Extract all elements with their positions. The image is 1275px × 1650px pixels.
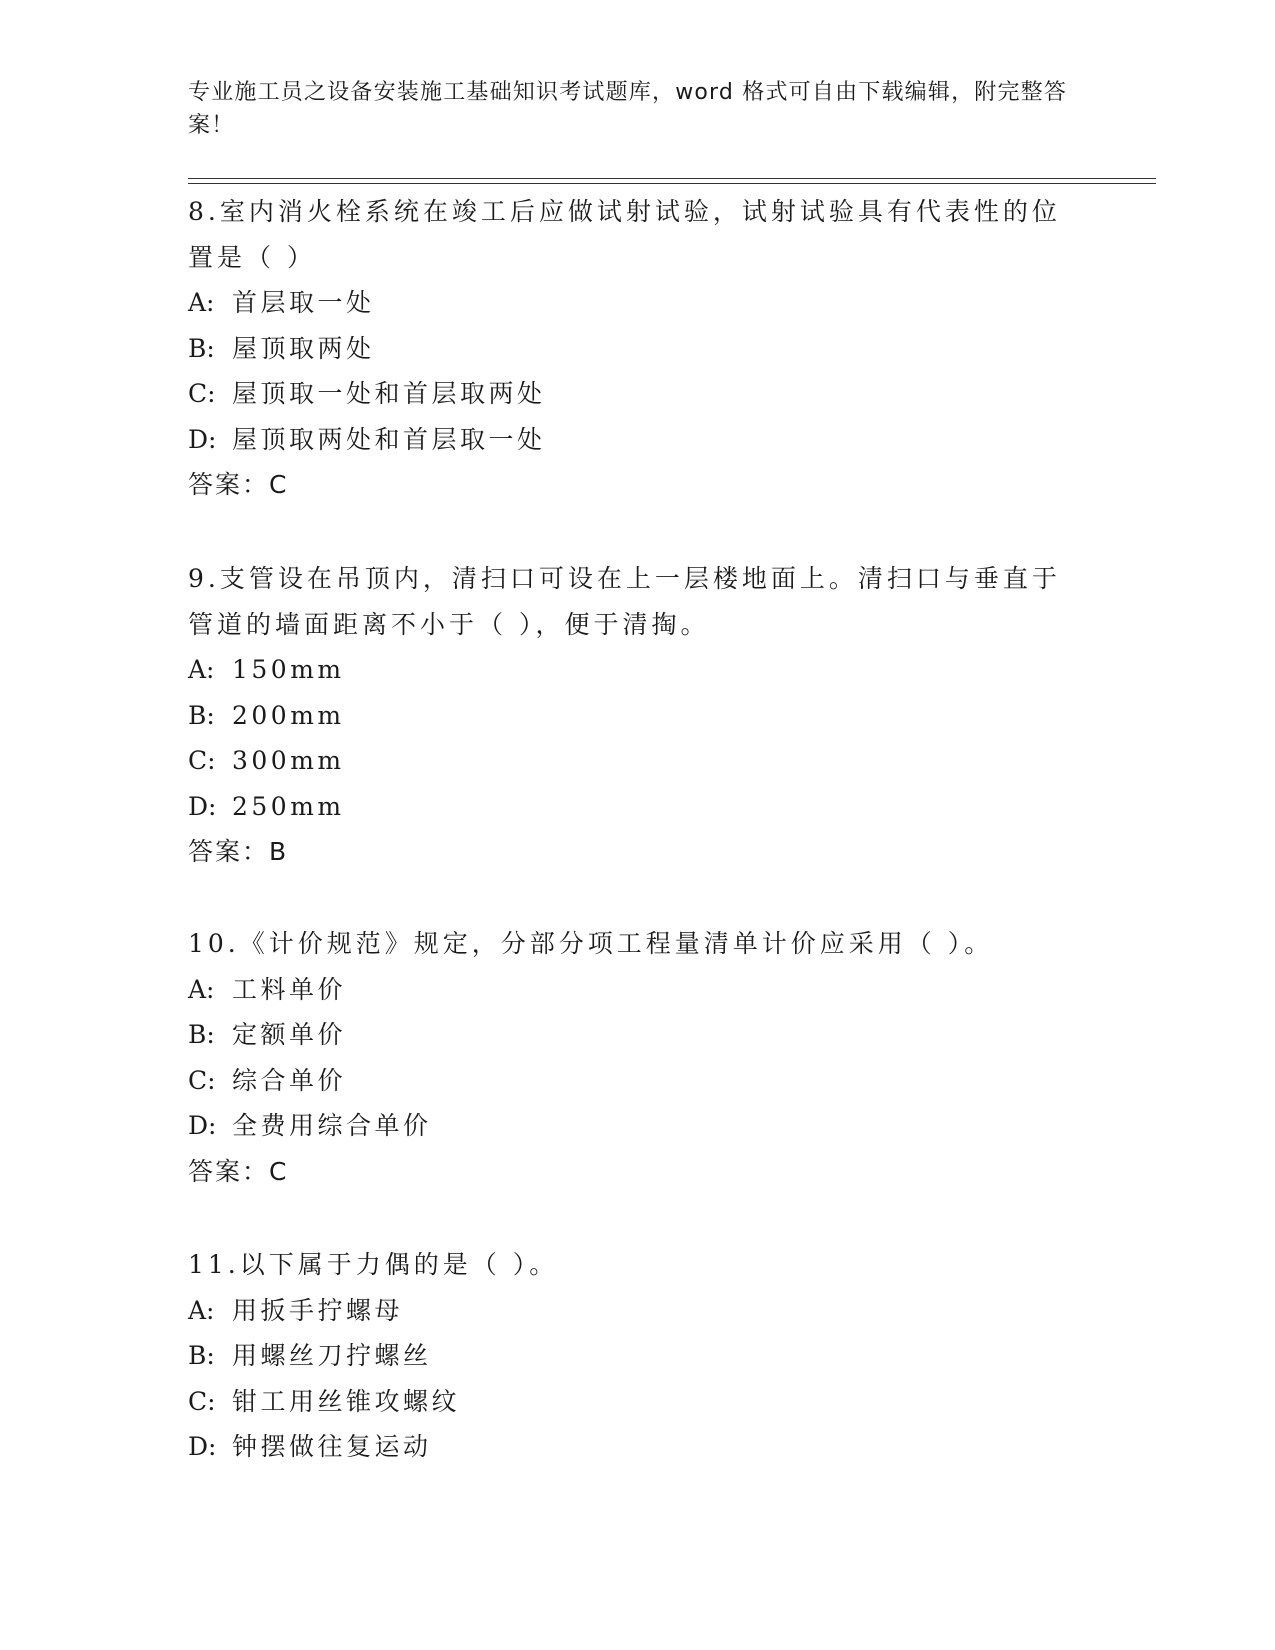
option-letter: B:: [188, 700, 215, 730]
option-b: [188, 1333, 1078, 1379]
option-letter: C:: [188, 1386, 216, 1416]
option-letter: A:: [188, 974, 215, 1004]
option-a: [188, 647, 1078, 693]
option-letter: D:: [188, 424, 217, 454]
option-text: 钟摆做往复运动: [232, 1432, 432, 1461]
question-11: [188, 1242, 1078, 1470]
option-text: 150mm: [232, 655, 345, 684]
option-text: 全费用综合单价: [232, 1111, 432, 1140]
option-b: [188, 326, 1078, 372]
option-text: 用螺丝刀拧螺丝: [232, 1341, 432, 1370]
answer-line: 答案：C: [188, 470, 289, 499]
option-text: 屋顶取两处: [232, 333, 375, 363]
option-text: 综合单价: [232, 1065, 347, 1095]
option-letter: A:: [188, 1295, 215, 1325]
option-text: 屋顶取一处和首层取两处: [232, 379, 546, 408]
option-d: [188, 417, 1078, 463]
option-d: [188, 1424, 1078, 1470]
question-stem: 10.《计价规范》规定，分部分项工程量清单计价应采用（ ）。: [188, 929, 994, 958]
option-letter: C:: [188, 1065, 216, 1095]
option-letter: B:: [188, 333, 215, 363]
answer-line: 答案：B: [188, 837, 289, 866]
option-letter: B:: [188, 1341, 215, 1370]
option-letter: D:: [188, 1111, 217, 1140]
header-divider-bottom: [188, 183, 1156, 184]
answer-line: 答案：C: [188, 1156, 289, 1186]
question-9: [188, 556, 1078, 875]
option-letter: C:: [188, 746, 216, 775]
option-d: [188, 784, 1078, 830]
option-letter: A:: [188, 655, 215, 684]
question-stem: 9.支管设在吊顶内，清扫口可设在上一层楼地面上。清扫口与垂直于管道的墙面距离不小于（ ），便于清掏。: [188, 564, 1061, 639]
option-letter: C:: [188, 379, 216, 408]
option-text: 250mm: [232, 791, 345, 821]
option-b: [188, 693, 1078, 739]
option-text: 工料单价: [232, 974, 347, 1004]
option-letter: D:: [188, 791, 217, 821]
option-letter: B:: [188, 1020, 215, 1049]
option-a: [188, 280, 1078, 326]
option-text: 定额单价: [232, 1020, 347, 1049]
option-text: 首层取一处: [232, 288, 375, 317]
option-c: [188, 738, 1078, 784]
option-c: [188, 1379, 1078, 1425]
question-8: [188, 189, 1078, 508]
option-b: [188, 1012, 1078, 1058]
option-a: [188, 1288, 1078, 1334]
option-c: [188, 371, 1078, 417]
option-c: [188, 1058, 1078, 1104]
question-stem: 8.室内消火栓系统在竣工后应做试射试验，试射试验具有代表性的位置是（ ）: [188, 197, 1061, 272]
option-d: [188, 1103, 1078, 1149]
option-text: 200mm: [232, 700, 345, 730]
option-letter: A:: [188, 288, 215, 317]
option-letter: D:: [188, 1432, 217, 1461]
question-10: [188, 921, 1078, 1194]
option-text: 钳工用丝锥攻螺纹: [232, 1386, 461, 1416]
option-text: 屋顶取两处和首层取一处: [232, 424, 546, 454]
option-text: 300mm: [232, 746, 345, 775]
option-a: [188, 967, 1078, 1013]
option-text: 用扳手拧螺母: [232, 1295, 404, 1325]
document-header: 专业施工员之设备安装施工基础知识考试题库，word 格式可自由下载编辑，附完整答案！: [188, 80, 1068, 138]
question-stem: 11.以下属于力偶的是（ ）。: [188, 1250, 559, 1279]
header-divider-top: [188, 178, 1156, 179]
